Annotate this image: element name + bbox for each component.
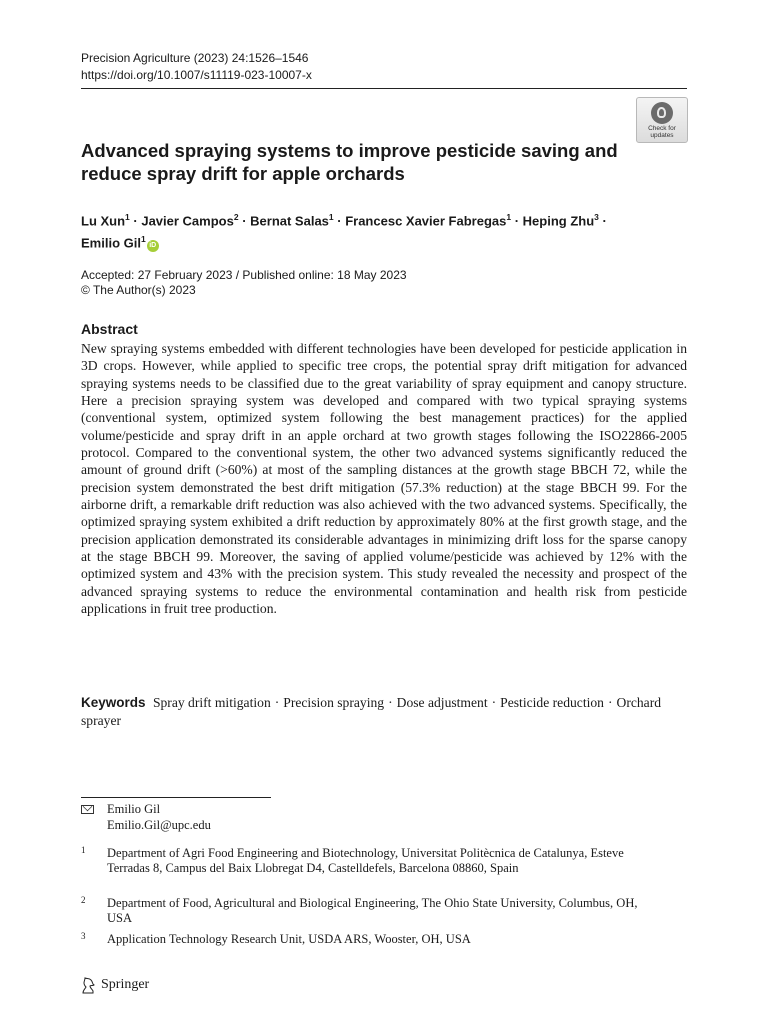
author-name[interactable]: Javier Campos <box>141 213 234 229</box>
publication-dates <box>81 268 407 298</box>
author-affiliation-mark: 1 <box>140 234 146 245</box>
keyword-separator: · <box>491 695 497 710</box>
copyright-line: © The Author(s) 2023 <box>81 283 196 297</box>
affiliation-item <box>81 896 641 926</box>
abstract-text: New spraying systems embedded with different technologies have been developed for pesticide application in 3D crops. However, while applied to specific tree crops, the potential spray drift mitigation for advanced spraying systems needs to be classified due to the great variability of spray equipment and canopy structure. Here a precision spraying system was developed and compared with two typical spraying systems (conventional system, optimized system following the best management practices) for the applied volume/pesticide and spray drift in an apple orchard at two growth stages following the ISO22866-2005 protocol. Compared to the conventional system, the other two advanced systems significantly reduced the amount of ground drift (>60%) at most of the sampling distances at the growth stage BBCH 72, while the precision system demonstrated the best drift mitigation (57.3% reduction) at the stage BBCH 99. For the airborne drift, a remarkable drift reduction was also achieved with the two advanced systems. Specifically, the optimized spraying system exhibited a drift reduction by approximately 80% at the first growth stage, and the precision application demonstrated its considerable advantages in minimizing drift loss for the sparse canopy at the stage BBCH 99. Moreover, the saving of applied volume/pesticide was achieved by 12% with the optimized system and 43% with the precision system. This study revealed the necessity and prospect of the advanced spraying systems to reduce the environmental contamination and health risk from pesticide applications in fruit tree production. <box>81 341 687 617</box>
journal-citation: Precision Agriculture (2023) 24:1526–1546 <box>81 51 309 65</box>
orcid-icon[interactable]: iD <box>147 240 159 252</box>
affiliation-number: 3 <box>81 931 86 941</box>
keyword-item: Spray drift mitigation <box>152 695 271 710</box>
author-affiliation-mark: 2 <box>233 212 239 222</box>
author-list: Lu Xun$^1$ · Javier Campos$^2$ · Bernat Salas$^1$ · Francesc Xavier Fabregas$^1$ · Heping Zhu$^3$ · Emilio Gil$^1$iD <box>81 212 607 251</box>
author-affiliation-mark: 3 <box>594 212 599 222</box>
author-name[interactable]: Heping Zhu <box>522 213 595 229</box>
keyword-separator: · <box>607 695 613 710</box>
affiliation-number: 2 <box>81 895 86 905</box>
corresponding-author-email[interactable]: Emilio.Gil@upc.edu <box>107 818 211 832</box>
affiliation-text: Department of Food, Agricultural and Biological Engineering, The Ohio State University, Columbus, OH, USA <box>107 896 638 925</box>
author-affiliation-mark: 1 <box>328 212 334 222</box>
affiliation-number: 1 <box>81 845 86 855</box>
badge-line-2: updates <box>650 132 674 139</box>
article-title: Advanced spraying systems to improve pesticide saving and reduce spray drift for apple orchards <box>81 140 618 184</box>
keyword-separator: · <box>388 695 393 710</box>
accepted-published-dates: Accepted: 27 February 2023 / Published online: 18 May 2023 <box>81 268 407 282</box>
author-name[interactable]: Francesc Xavier Fabregas <box>345 213 507 229</box>
footnote-rule <box>81 797 271 798</box>
publisher-name: Springer <box>101 977 150 992</box>
bookmark-icon <box>651 102 673 124</box>
abstract-heading: Abstract <box>81 321 138 337</box>
doi-link[interactable]: https://doi.org/10.1007/s11119-023-10007-x <box>81 68 312 82</box>
keyword-item: Orchard sprayer <box>81 695 662 728</box>
keyword-item: Dose adjustment <box>396 695 488 710</box>
envelope-icon <box>81 805 94 814</box>
badge-line-1: Check for <box>648 125 676 132</box>
keywords-section <box>81 694 687 730</box>
keywords-label: Keywords <box>81 695 146 710</box>
affiliation-item <box>81 932 641 947</box>
keyword-separator: · <box>274 695 280 710</box>
affiliation-item <box>81 846 641 876</box>
affiliation-text: Application Technology Research Unit, USDA ARS, Wooster, OH, USA <box>107 932 471 946</box>
author-name[interactable]: Emilio Gil <box>81 235 141 251</box>
author-affiliation-mark: 1 <box>506 212 512 222</box>
author-name[interactable]: Lu Xun <box>81 213 126 229</box>
keyword-item: Pesticide reduction <box>500 695 604 710</box>
keyword-item: Precision spraying <box>283 695 385 710</box>
corresponding-author-name: Emilio Gil <box>107 802 161 816</box>
affiliation-text: Department of Agri Food Engineering and Biotechnology, Universitat Politècnica de Catalunya, Esteve Terradas 8, Campus del Baix Llobregat D4, Castelldefels, Barcelona 08860, Spain <box>107 846 624 875</box>
check-for-updates-badge[interactable] <box>636 97 688 143</box>
author-affiliation-mark: 1 <box>125 212 130 222</box>
springer-horse-icon <box>81 977 96 994</box>
header-rule <box>81 88 687 89</box>
author-name[interactable]: Bernat Salas <box>250 213 329 229</box>
journal-header <box>81 50 312 84</box>
